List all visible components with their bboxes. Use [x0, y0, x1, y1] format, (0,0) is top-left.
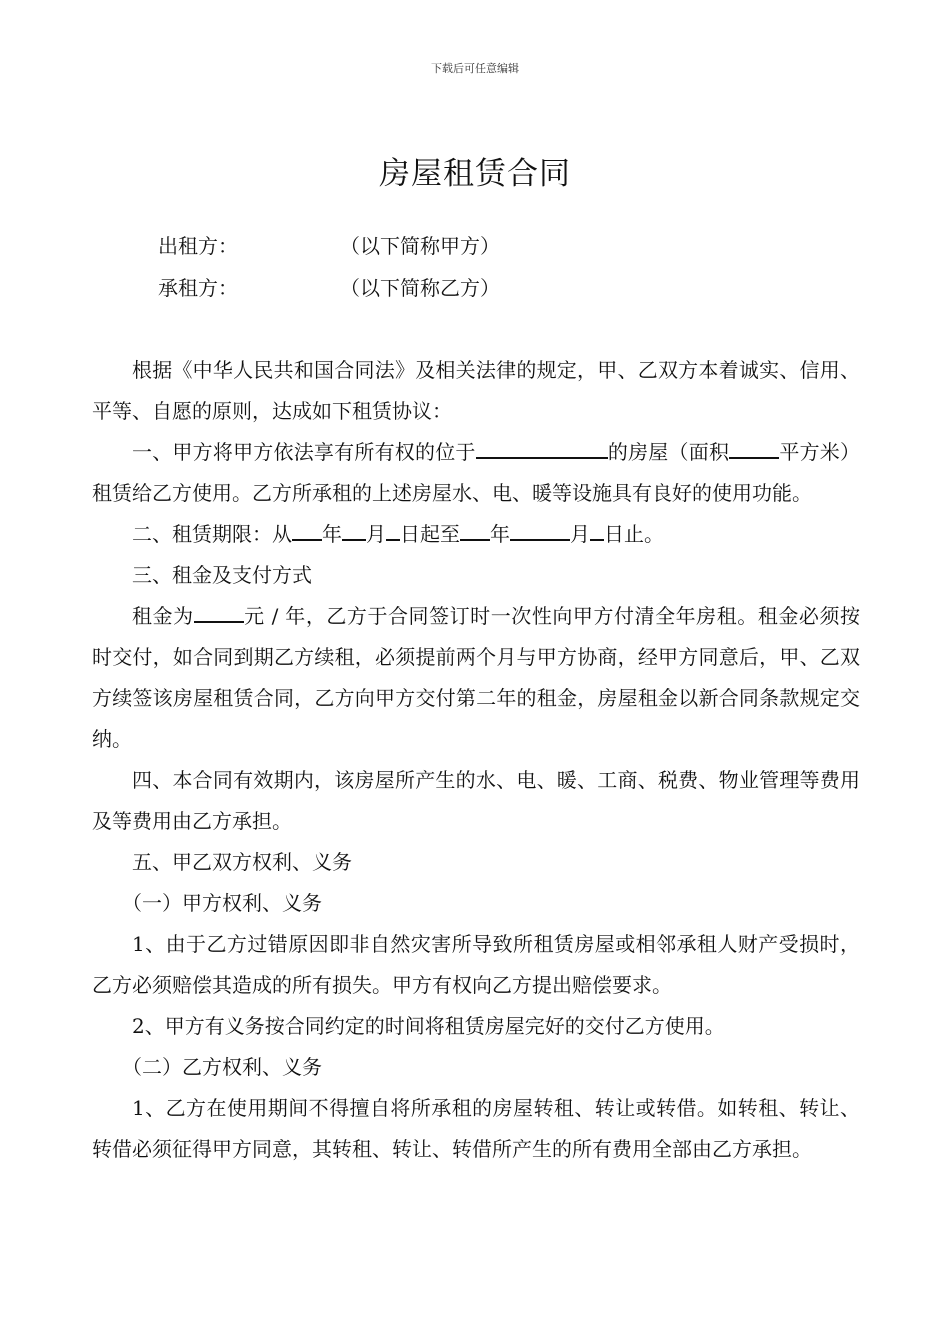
lessee-note: （以下简称乙方） [340, 276, 500, 300]
clause-5-title: 五、甲乙双方权利、义务 [132, 850, 352, 874]
clause-2-text-c: 月 [366, 522, 386, 546]
location-blank [476, 439, 608, 459]
start-day-blank [386, 521, 400, 541]
party-a-rights-title: （一）甲方权利、义务 [122, 891, 322, 915]
clause-1-text-a: 一、甲方将甲方依法享有所有权的位于 [132, 440, 476, 464]
clause-2-text-e: 年 [490, 522, 510, 546]
header-note: 下载后可任意编辑 [431, 62, 519, 75]
clause-2-text-a: 二、租赁期限：从 [132, 522, 292, 546]
lessor-line [158, 232, 500, 260]
contract-body [92, 350, 860, 1170]
start-year-blank [292, 521, 322, 541]
lessor-note: （以下简称甲方） [340, 234, 500, 258]
clause-2-text-b: 年 [322, 522, 342, 546]
document-title: 房屋租赁合同 [379, 156, 571, 192]
area-blank [729, 439, 779, 459]
party-b-item-1: 1、乙方在使用期间不得擅自将所承租的房屋转租、转让或转借。如转租、转让、转借必须征得甲方同意，其转租、转让、转借所产生的所有费用全部由乙方承担。 [92, 1096, 860, 1161]
clause-3-text-a: 租金为 [132, 604, 194, 628]
clause-3-text-b: 元 / 年，乙方于合同签订时一次性向甲方付清全年房租。租金必须按时交付，如合同到期乙方续租，必须提前两个月与甲方协商，经甲方同意后，甲、乙双方续签该房屋租赁合同，乙方向甲方交付第二年的租金，房屋租金以新合同条款规定交纳。 [92, 604, 861, 751]
lessee-label: 承租方： [158, 276, 238, 300]
clause-2-text-g: 日止。 [604, 522, 664, 546]
start-month-blank [342, 521, 366, 541]
end-year-blank [460, 521, 490, 541]
clause-2-text-f: 月 [570, 522, 590, 546]
rent-amount-blank [194, 603, 244, 623]
clause-2-text-d: 日起至 [400, 522, 460, 546]
end-day-blank [590, 521, 604, 541]
lessor-label: 出租方： [158, 234, 238, 258]
clause-3-title: 三、租金及支付方式 [132, 563, 312, 587]
clause-4: 四、本合同有效期内，该房屋所产生的水、电、暖、工商、税费、物业管理等费用及等费用由乙方承担。 [92, 768, 860, 833]
party-a-item-2: 2、甲方有义务按合同约定的时间将租赁房屋完好的交付乙方使用。 [132, 1014, 725, 1038]
clause-1-text-b: 的房屋（面积 [607, 440, 730, 464]
intro-paragraph: 根据《中华人民共和国合同法》及相关法律的规定，甲、乙双方本着诚实、信用、平等、自愿的原则，达成如下租赁协议： [92, 358, 860, 423]
party-b-rights-title: （二）乙方权利、义务 [122, 1055, 322, 1079]
lessee-line [158, 274, 500, 302]
clause-2 [92, 514, 860, 555]
end-month-blank [510, 521, 570, 541]
clause-3 [92, 596, 860, 760]
clause-1 [92, 432, 860, 514]
party-a-item-1: 1、由于乙方过错原因即非自然灾害所导致所租赁房屋或相邻承租人财产受损时，乙方必须赔偿其造成的所有损失。甲方有权向乙方提出赔偿要求。 [92, 932, 860, 997]
clause-1-text-c: 平方米）租赁给乙方使用。乙方所承租的上述房屋水、电、暖等设施具有良好的使用功能。 [92, 440, 861, 505]
